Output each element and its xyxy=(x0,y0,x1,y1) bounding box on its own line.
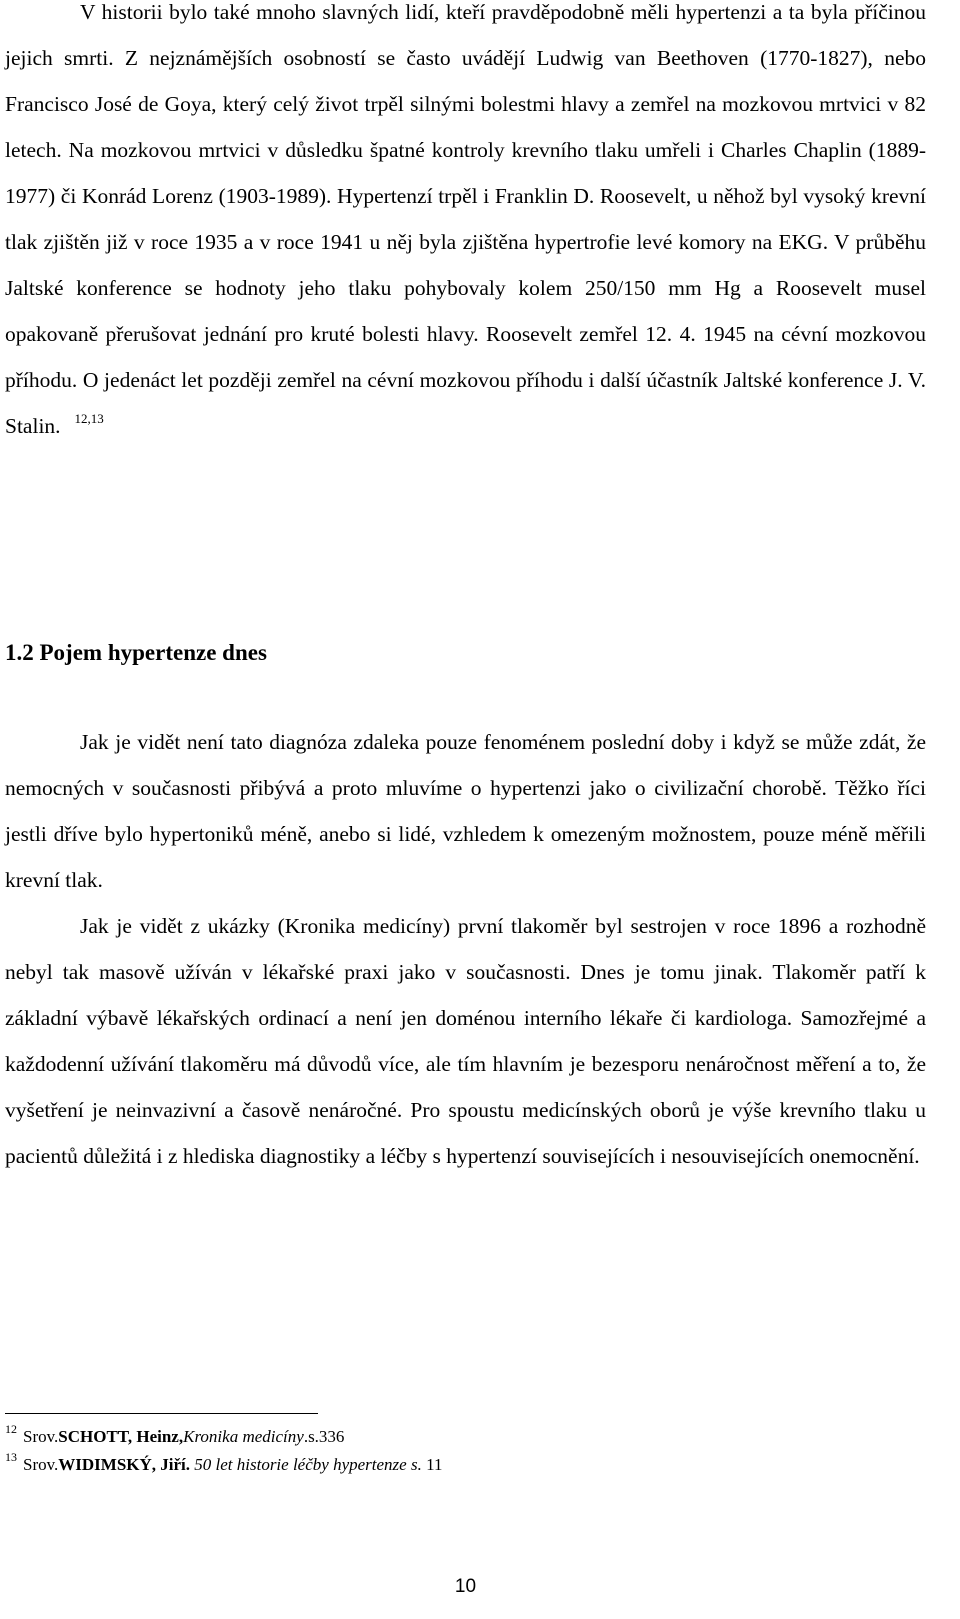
section-title: Pojem hypertenze dnes xyxy=(39,640,267,665)
footnote-12 xyxy=(5,1422,345,1449)
footnote-prefix: Srov. xyxy=(23,1427,59,1446)
paragraph-diagnosis: Jak je vidět není tato diagnóza zdaleka pouze fenoménem poslední doby i když se může zdát, že nemocných v současnosti přibývá a proto mluvíme o hypertenzi jako o civilizační chorobě. Těžko říci jestli dříve bylo hypertoniků méně, anebo si lidé, vzhledem k omezeným možnostem, pouze méně měřili krevní tlak. xyxy=(5,730,926,892)
footnote-mark: 12 xyxy=(5,1422,17,1436)
page-number: 10 xyxy=(454,1576,477,1597)
footnote-separator xyxy=(5,1413,318,1414)
footnote-title: Kronika medicíny xyxy=(183,1427,304,1446)
footnote-13 xyxy=(5,1450,443,1477)
section-heading xyxy=(5,636,267,670)
footnote-suffix: 11 xyxy=(421,1455,443,1474)
paragraph-blood-pressure-monitor: Jak je vidět z ukázky (Kronika medicíny) první tlakoměr byl sestrojen v roce 1896 a rozhodně nebyl tak masově užíván v lékařské praxi jako v současnosti. Dnes je tomu jinak. Tlakoměr patří k základní výbavě lékařských ordinací a není jen doménou interního lékaře či kardiologa. Samozřejmé a každodenní užívání tlakoměru má důvodů více, ale tím hlavním je bezesporu nenáročnost měření a to, že vyšetření je neinvazivní a časově nenáročné. Pro spoustu medicínských oborů je výše krevního tlaku u pacientů důležitá i z hlediska diagnostiky a léčby s hypertenzí souvisejících i nesouvisejících onemocnění. xyxy=(5,914,926,1168)
footnote-reference[interactable]: 12,13 xyxy=(74,411,104,426)
paragraph-text: V historii bylo také mnoho slavných lidí, kteří pravděpodobně měli hypertenzi a ta byla příčinou jejich smrti. Z nejznámějších osobností se často uvádějí Ludwig van Beethoven (1770-1827), nebo Francisco José de Goya, který celý život trpěl silnými bolestmi hlavy a zemřel na mozkovou mrtvici v 82 letech. Na mozkovou mrtvici v důsledku špatné kontroly krevního tlaku umřeli i Charles Chaplin (1889-1977) či Konrád Lorenz (1903-1989). Hypertenzí trpěl i Franklin D. Roosevelt, u něhož byl vysoký krevní tlak zjištěn již v roce 1935 a v roce 1941 u něj byla zjištěna hypertrofie levé komory na EKG. V průběhu Jaltské konference se hodnoty jeho tlaku pohybovaly kolem 250/150 mm Hg a Roosevelt musel opakovaně přerušovat jednání pro kruté bolesti hlavy. Roosevelt zemřel 12. 4. 1945 na cévní mozkovou příhodu. O jedenáct let později zemřel na cévní mozkovou příhodu i další účastník Jaltské konference J. V. Stalin. xyxy=(5,0,926,438)
footnote-suffix: .s.336 xyxy=(303,1427,345,1446)
footnote-title: 50 let historie léčby hypertenze s. xyxy=(190,1455,422,1474)
footnote-prefix: Srov. xyxy=(23,1455,59,1474)
paragraph-famous-people xyxy=(5,0,926,452)
footnote-mark: 13 xyxy=(5,1450,17,1464)
footnote-author: SCHOTT, Heinz, xyxy=(58,1427,184,1446)
footnote-author: WIDIMSKÝ, Jiří. xyxy=(58,1455,191,1474)
section-number: 1.2 xyxy=(5,640,34,665)
